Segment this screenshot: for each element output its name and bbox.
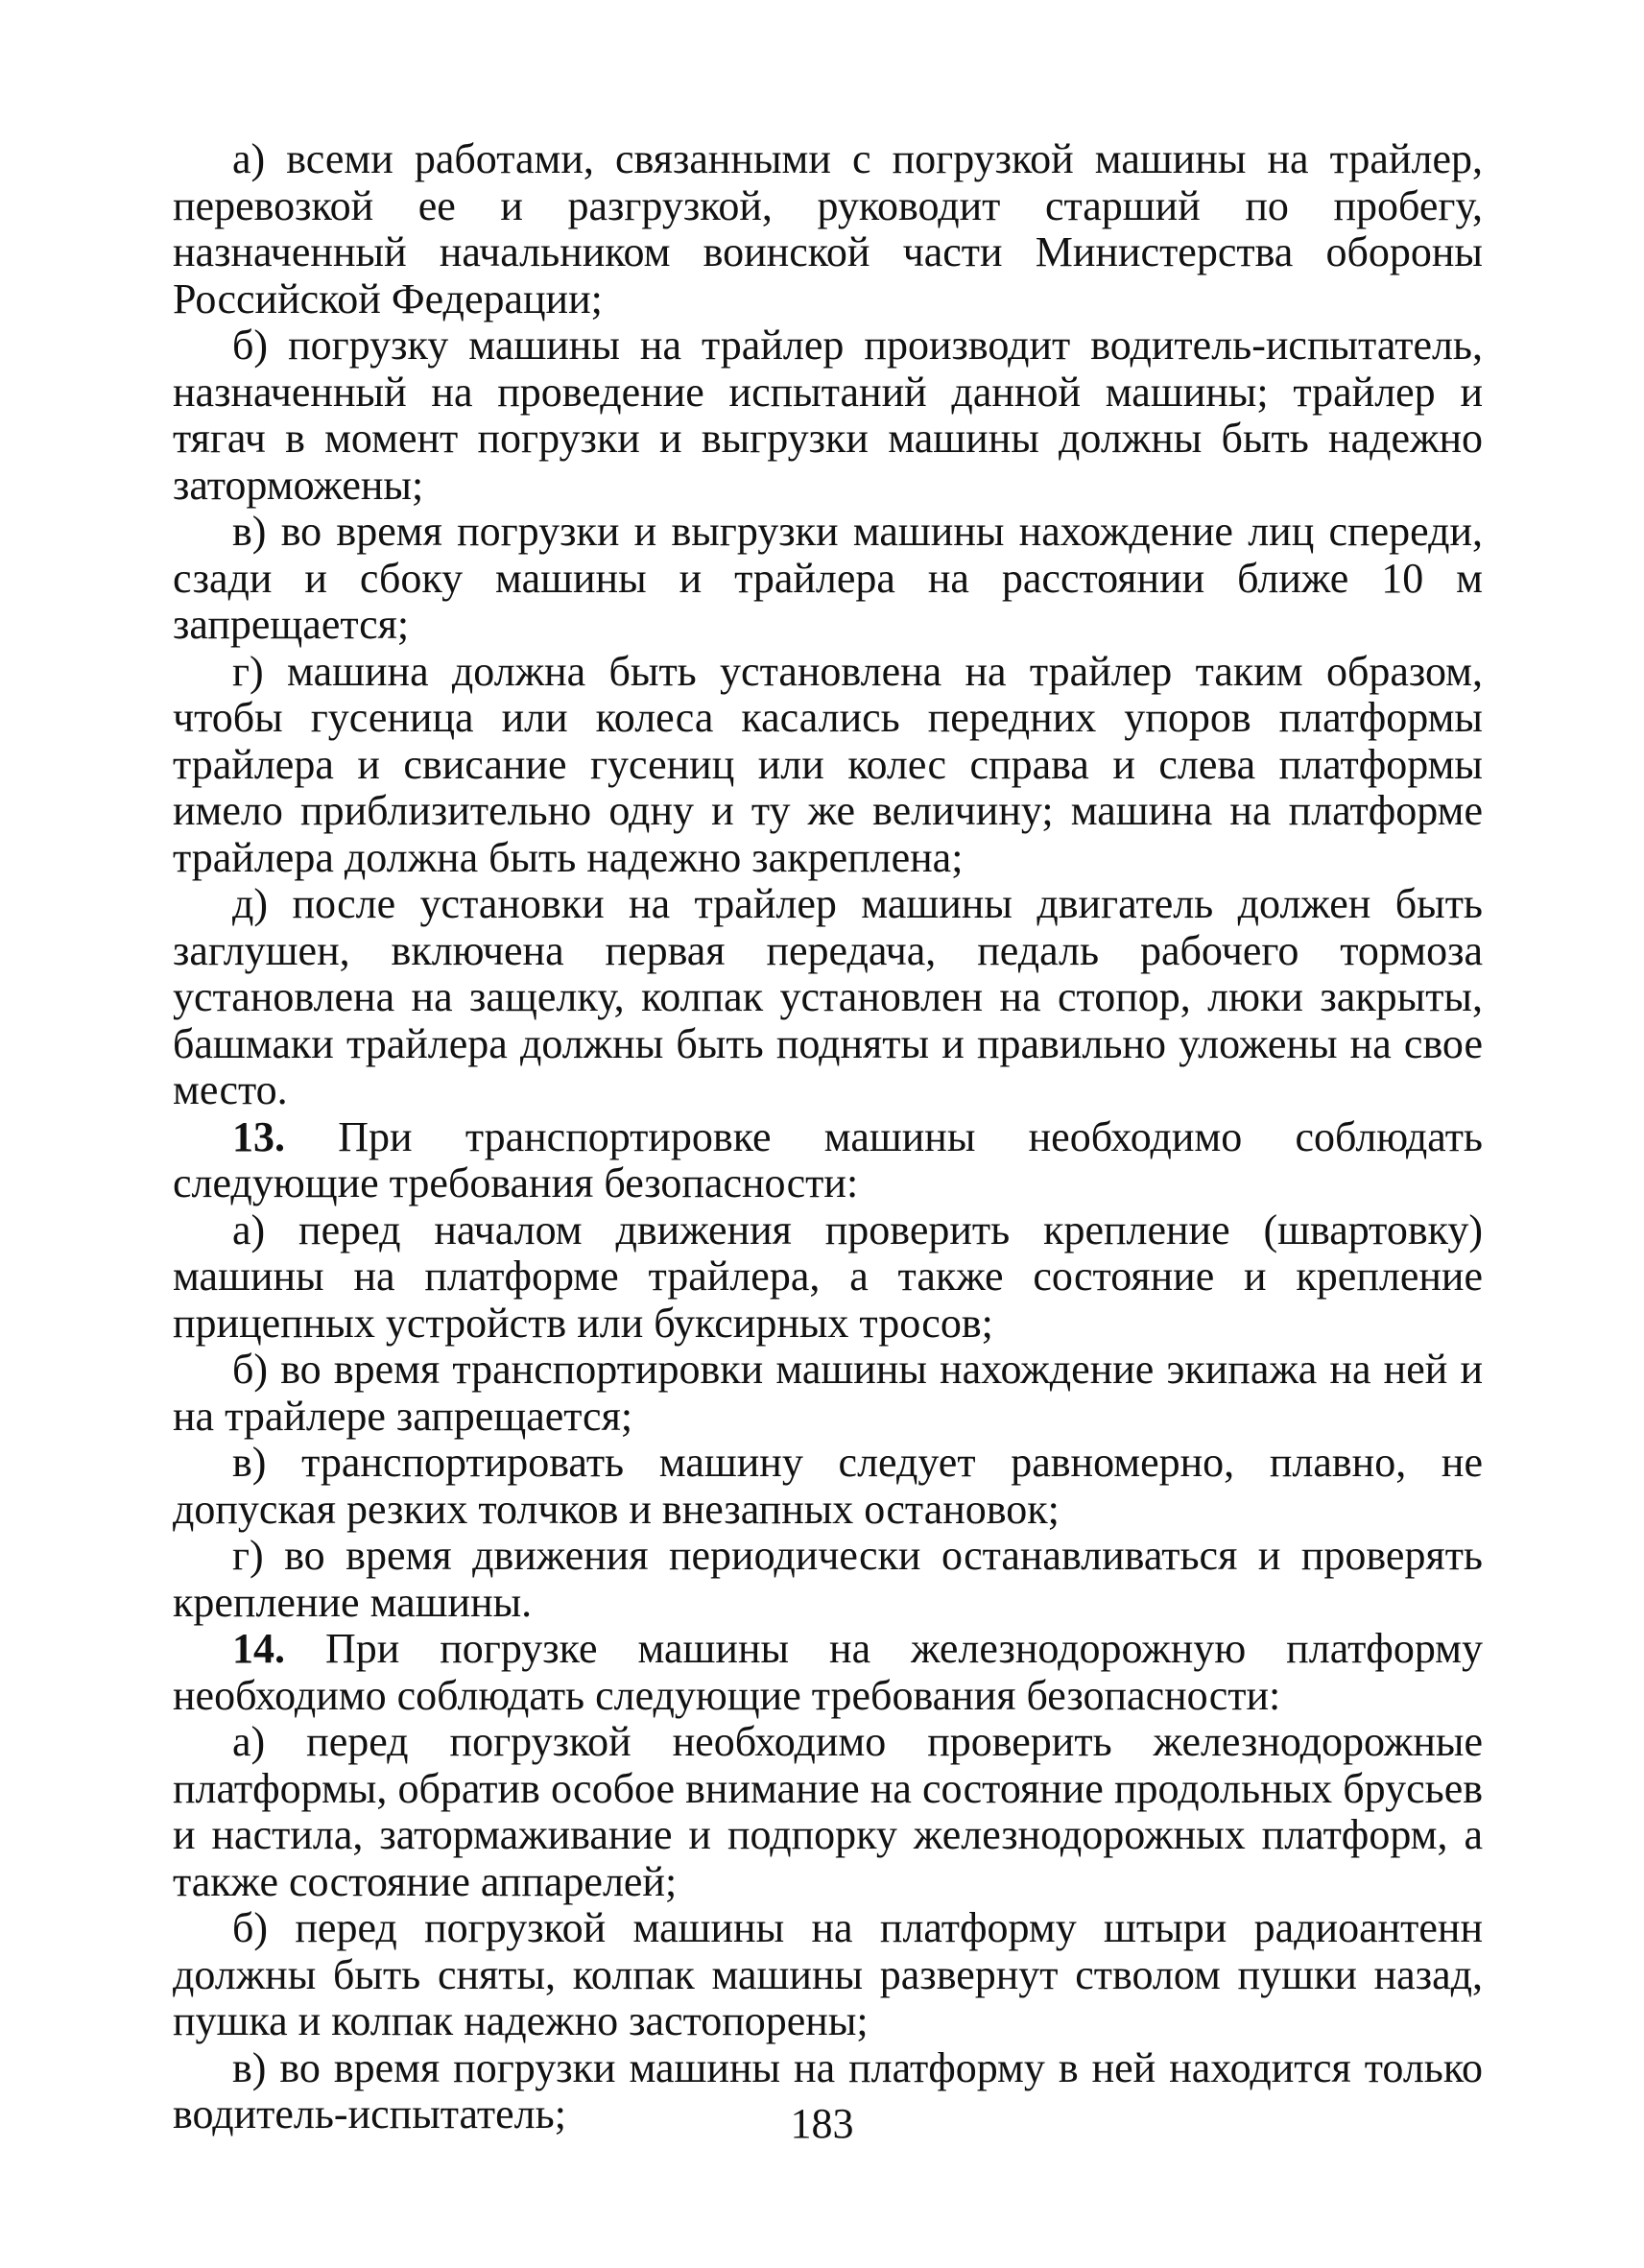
paragraph-text: в) во время погрузки и выгрузки машины нахождение лиц спереди, сзади и сбоку машины и трайлера на расстоянии ближе 10 м запрещается;	[173, 508, 1483, 648]
paragraph-text: а) всеми работами, связанными с погрузкой машины на трайлер, перевозкой ее и разгрузкой, руководит старший по пробегу, назначенный начальником воинской части Министерства обороны Российской Федерации;	[173, 135, 1483, 322]
paragraph-13v	[173, 1440, 1483, 1533]
paragraph-text: в) транспортировать машину следует равномерно, плавно, не допуская резких толчков и внезапных остановок;	[173, 1439, 1483, 1533]
paragraph-text: б) погрузку машины на трайлер производит водитель-испытатель, назначенный на проведение испытаний данной машины; трайлер и тягач в момент погрузки и выгрузки машины должны быть надежно заторможены;	[173, 322, 1483, 509]
paragraph-13g	[173, 1533, 1483, 1626]
paragraph-text: в) во время погрузки машины на платформу в ней находится только водитель-испытатель;	[173, 2043, 1483, 2137]
paragraph-text: а) перед началом движения проверить крепление (швартовку) машины на платформе трайлера, а также состояние и крепление прицепных устройств или буксирных тросов;	[173, 1206, 1483, 1347]
paragraph-14a	[173, 1719, 1483, 1905]
paragraph-text: б) во время транспортировки машины нахождение экипажа на ней и на трайлере запрещается;	[173, 1346, 1483, 1440]
clause-number: 13.	[232, 1112, 285, 1160]
paragraph-13b	[173, 1347, 1483, 1440]
paragraph-14b	[173, 1905, 1483, 2045]
paragraph-text: б) перед погрузкой машины на платформу штыри радиоантенн должны быть сняты, колпак машины развернут стволом пушки назад, пушка и колпак надежно застопорены;	[173, 1904, 1483, 2044]
body-text	[173, 136, 1483, 2138]
paragraph-12g	[173, 649, 1483, 882]
paragraph-12v	[173, 509, 1483, 649]
paragraph-text: При погрузке машины на железнодорожную платформу необходимо соблюдать следующие требования безопасности:	[173, 1625, 1483, 1719]
paragraph-14	[173, 1626, 1483, 1719]
paragraph-13	[173, 1114, 1483, 1207]
paragraph-13a	[173, 1207, 1483, 1348]
paragraph-text: При транспортировке машины необходимо соблюдать следующие требования безопасности:	[173, 1112, 1483, 1206]
page-number: 183	[790, 2100, 854, 2147]
paragraph-text: д) после установки на трайлер машины двигатель должен быть заглушен, включена первая передача, педаль рабочего тормоза установлена на защелку, колпак установлен на стопор, люки закрыты, башмаки трайлера должны быть подняты и правильно уложены на свое место.	[173, 880, 1483, 1113]
clause-number: 14.	[232, 1625, 285, 1672]
paragraph-12a	[173, 136, 1483, 322]
paragraph-12b	[173, 322, 1483, 509]
paragraph-text: г) во время движения периодически останавливаться и проверять крепление машины.	[173, 1532, 1483, 1626]
paragraph-text: г) машина должна быть установлена на трайлер таким образом, чтобы гусеница или колеса касались передних упоров платформы трайлера и свисание гусениц или колес справа и слева платформы имело приблизительно одну и ту же величину; машина на платформе трайлера должна быть надежно закреплена;	[173, 647, 1483, 881]
paragraph-12d	[173, 881, 1483, 1114]
paragraph-text: а) перед погрузкой необходимо проверить железнодорожные платформы, обратив особое внимание на состояние продольных брусьев и настила, затормаживание и подпорку железнодорожных платформ, а также состояние аппарелей;	[173, 1718, 1483, 1905]
